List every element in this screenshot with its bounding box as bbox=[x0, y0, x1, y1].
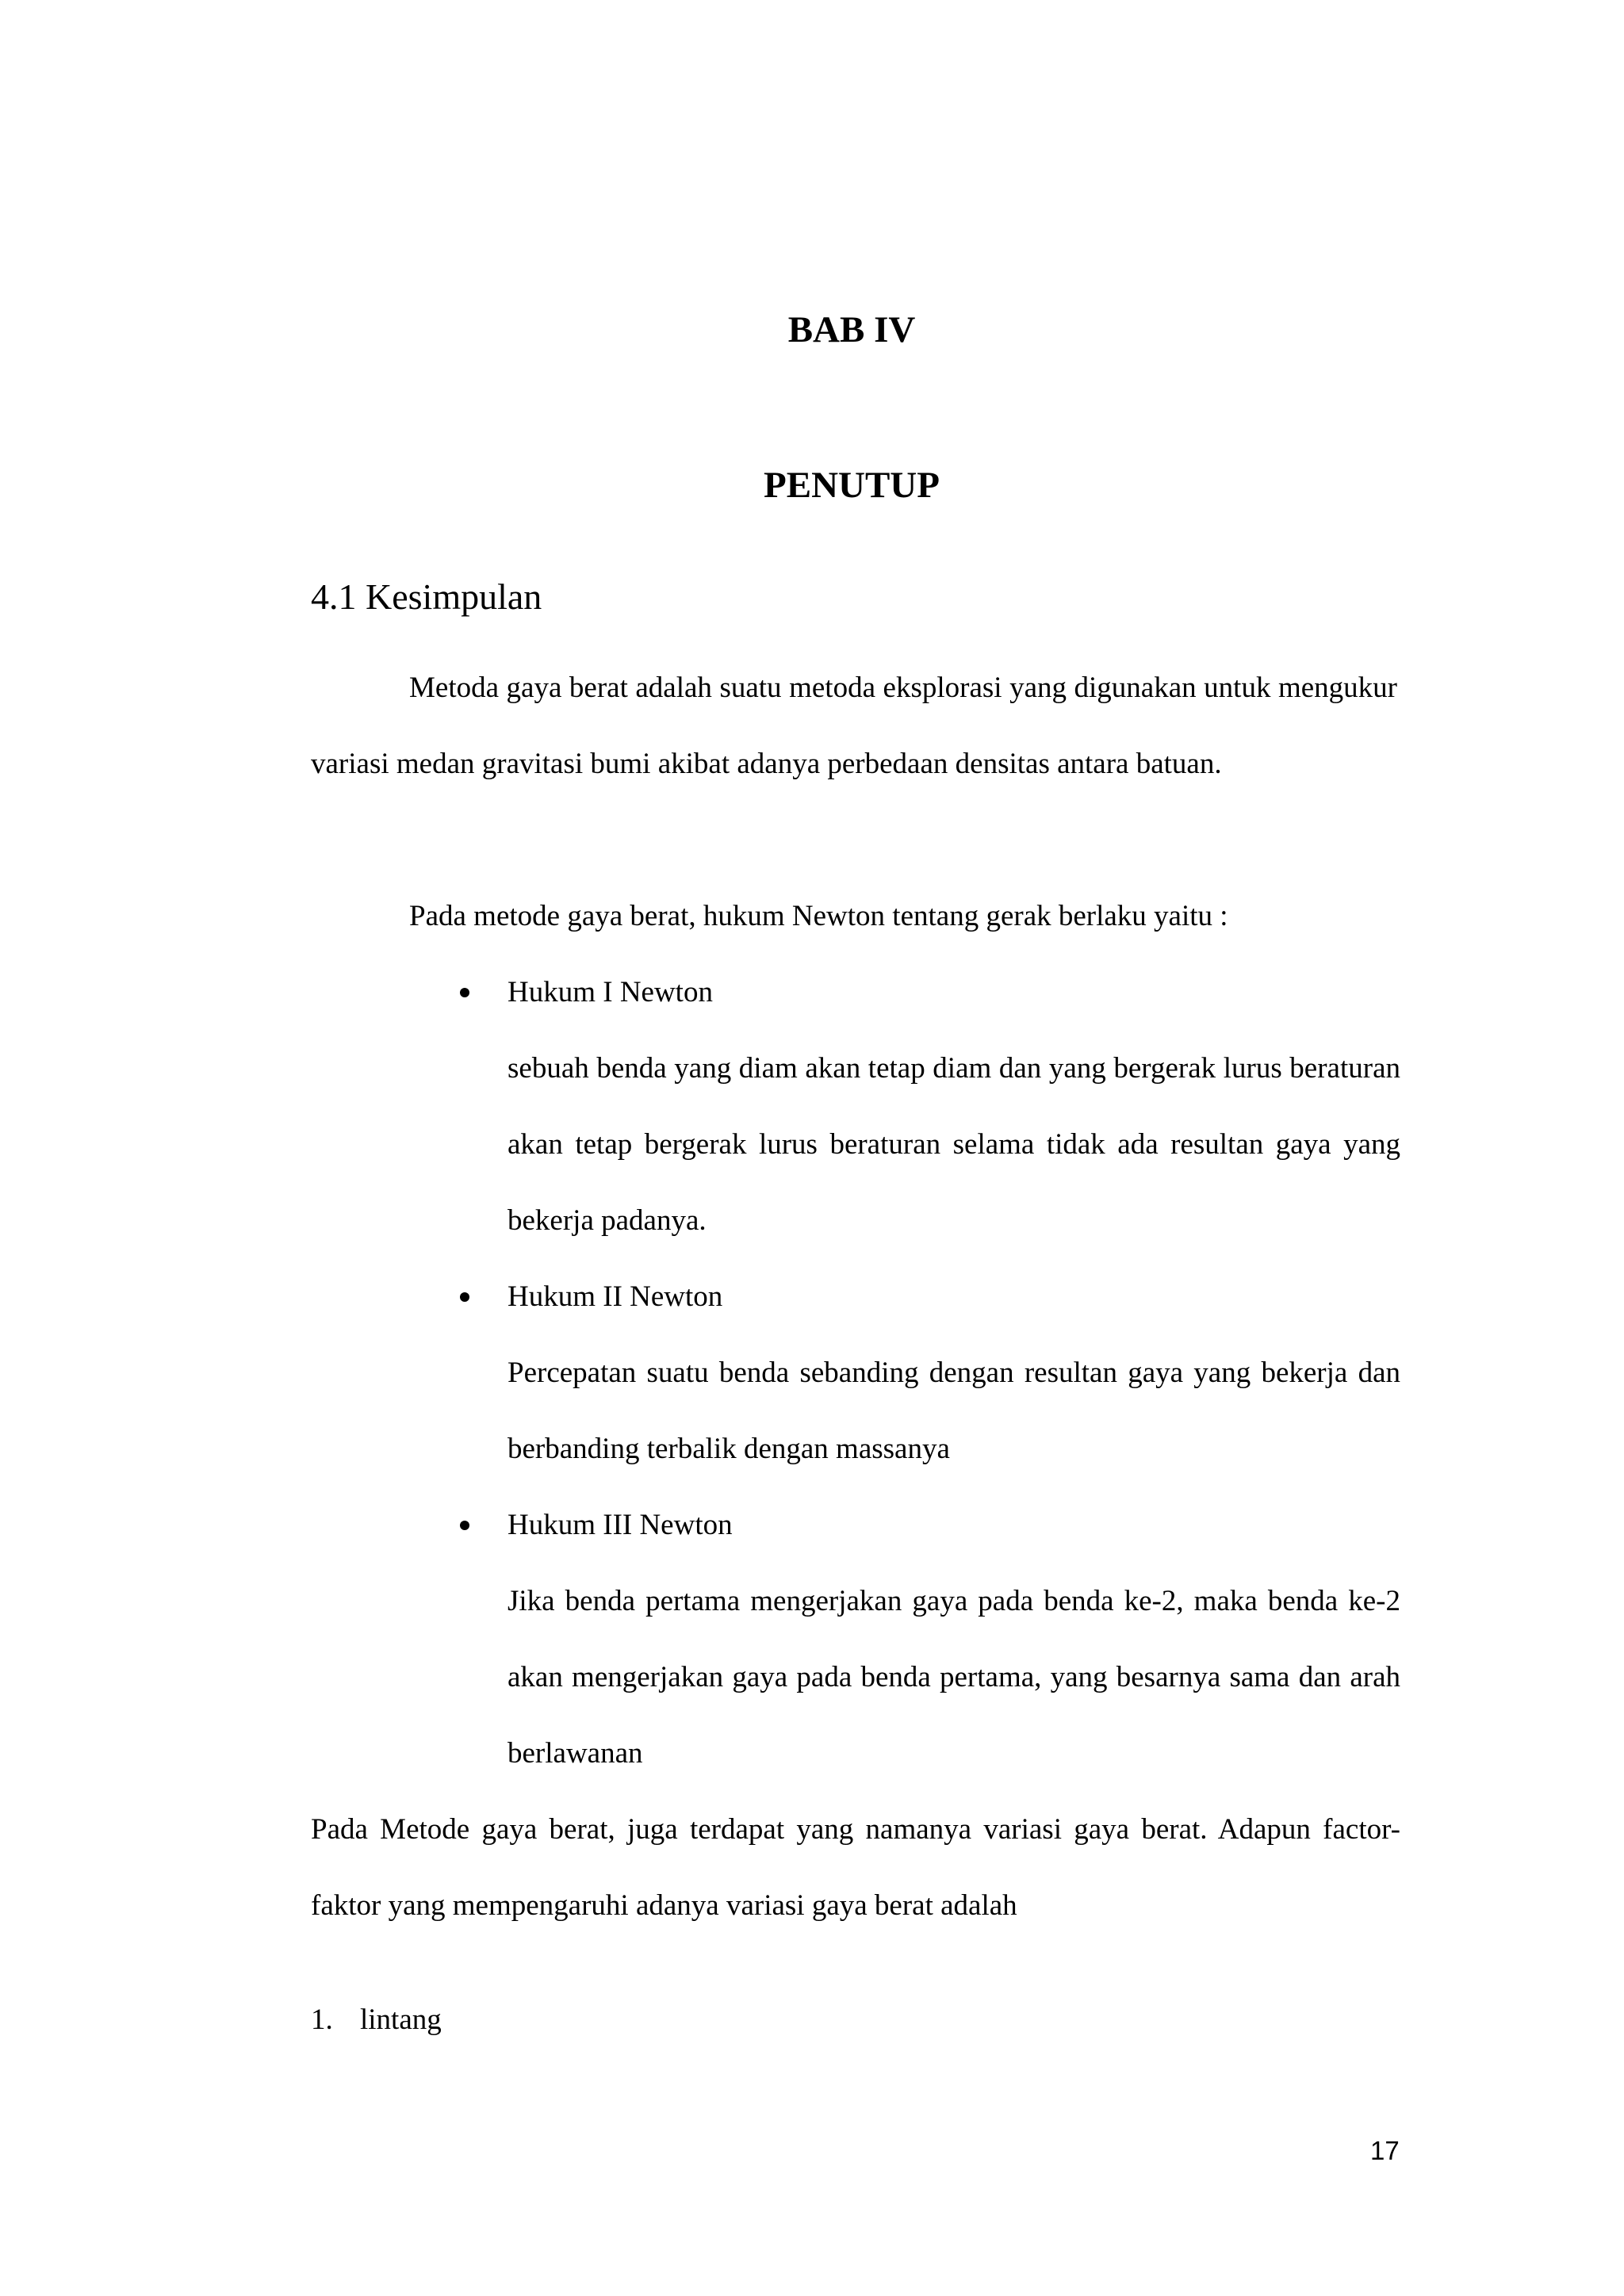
bullet-icon bbox=[460, 1521, 469, 1530]
factor-text: lintang bbox=[360, 2003, 442, 2036]
list-item-law-3 bbox=[460, 1487, 1400, 1792]
law-name: Hukum II Newton bbox=[508, 1280, 723, 1313]
chapter-title: PENUTUP bbox=[764, 465, 940, 506]
law-name: Hukum III Newton bbox=[508, 1509, 733, 1541]
law-description: sebuah benda yang diam akan tetap diam dan yang bergerak lurus beraturan akan tetap bergerak lurus beraturan selama tidak ada resultan gaya yang bekerja padanya. bbox=[508, 1052, 1400, 1237]
section-heading: 4.1 Kesimpulan bbox=[311, 576, 542, 617]
paragraph-newton-intro: Pada metode gaya berat, hukum Newton tentang gerak berlaku yaitu : bbox=[409, 900, 1228, 932]
list-item-factor-1 bbox=[311, 1982, 442, 2058]
paragraph-variation: Pada Metode gaya berat, juga terdapat yang namanya variasi gaya berat. Adapun factor-faktor yang mempengaruhi adanya variasi gaya berat adalah bbox=[311, 1813, 1400, 1922]
factors-list bbox=[311, 1982, 442, 2058]
law-description: Percepatan suatu benda sebanding dengan resultan gaya yang bekerja dan berbanding terbalik dengan massanya bbox=[508, 1357, 1400, 1465]
law-name: Hukum I Newton bbox=[508, 976, 713, 1008]
paragraph-definition: Metoda gaya berat adalah suatu metoda eksplorasi yang digunakan untuk mengukur variasi medan gravitasi bumi akibat adanya perbedaan densitas antara batuan. bbox=[311, 672, 1397, 780]
list-number: 1. bbox=[311, 2003, 333, 2036]
bullet-icon bbox=[460, 988, 469, 997]
list-item-law-1 bbox=[460, 955, 1400, 1259]
list-item-law-2 bbox=[460, 1259, 1400, 1487]
bullet-icon bbox=[460, 1292, 469, 1302]
chapter-heading: BAB IV bbox=[787, 309, 916, 350]
page-number: 17 bbox=[1370, 2136, 1400, 2165]
law-description: Jika benda pertama mengerjakan gaya pada benda ke-2, maka benda ke-2 akan mengerjakan gaya pada benda pertama, yang besarnya sama dan arah berlawanan bbox=[508, 1585, 1400, 1770]
newton-laws-list bbox=[460, 955, 1400, 1792]
